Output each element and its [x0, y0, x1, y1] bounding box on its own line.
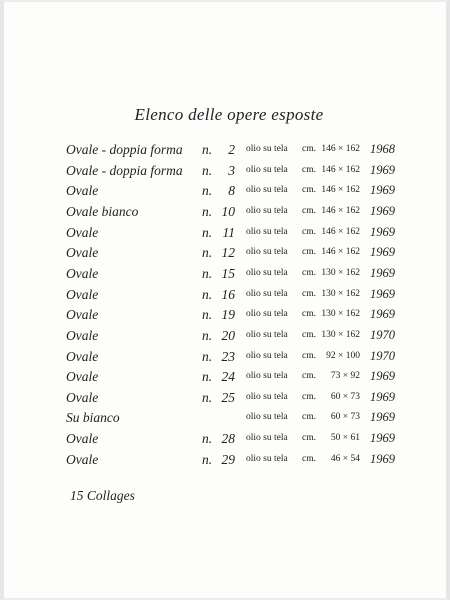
work-number: 19 — [221, 307, 235, 323]
work-dimensions: 146 × 162 — [321, 247, 360, 258]
work-cm-label: cm. — [302, 164, 316, 175]
work-technique: olio su tela — [246, 164, 288, 175]
work-number: 12 — [221, 245, 235, 261]
work-year: 1969 — [370, 369, 395, 384]
work-name: Ovale — [66, 327, 99, 343]
work-row — [4, 369, 450, 389]
work-technique: olio su tela — [246, 288, 288, 299]
work-n-label: n. — [202, 224, 213, 240]
work-number: 25 — [221, 389, 235, 405]
work-cm-label: cm. — [302, 309, 316, 320]
work-number: 24 — [221, 369, 235, 385]
work-technique: olio su tela — [246, 267, 288, 278]
work-dimensions: 130 × 162 — [321, 288, 360, 299]
work-cm-label: cm. — [302, 185, 316, 196]
work-name: Ovale — [66, 369, 99, 385]
work-n-label: n. — [202, 431, 213, 447]
work-cm-label: cm. — [302, 247, 316, 258]
work-cm-label: cm. — [302, 433, 316, 444]
work-n-label: n. — [202, 265, 213, 281]
work-technique: olio su tela — [246, 350, 288, 361]
work-dimensions: 130 × 162 — [321, 309, 360, 320]
work-row — [4, 142, 450, 162]
work-number: 3 — [228, 162, 235, 178]
work-dimensions: 46 × 54 — [330, 453, 360, 464]
work-dimensions: 50 × 61 — [330, 433, 360, 444]
work-n-label: n. — [202, 327, 213, 343]
work-n-label: n. — [202, 389, 213, 405]
work-cm-label: cm. — [302, 412, 316, 423]
work-year: 1969 — [370, 265, 395, 280]
work-row — [4, 287, 450, 307]
work-name: Ovale — [66, 431, 99, 447]
work-technique: olio su tela — [246, 371, 288, 382]
collages-note: 15 Collages — [70, 488, 135, 503]
work-cm-label: cm. — [302, 144, 316, 154]
work-technique: olio su tela — [246, 309, 288, 320]
work-dimensions: 146 × 162 — [321, 226, 360, 237]
work-technique: olio su tela — [246, 412, 288, 423]
work-dimensions: 60 × 73 — [330, 391, 360, 402]
work-row — [4, 431, 450, 451]
work-n-label: n. — [202, 286, 213, 302]
work-technique: olio su tela — [246, 144, 288, 154]
work-row — [4, 225, 450, 245]
work-year: 1969 — [370, 224, 395, 239]
work-row — [4, 390, 450, 410]
page-title: Elenco delle opere esposte — [134, 105, 324, 124]
work-name: Su bianco — [66, 410, 120, 426]
work-n-label: n. — [202, 183, 213, 199]
work-name: Ovale — [66, 224, 99, 240]
work-dimensions: 73 × 92 — [330, 371, 360, 382]
work-n-label: n. — [202, 369, 213, 385]
work-number: 16 — [221, 286, 235, 302]
work-row — [4, 245, 450, 265]
work-dimensions: 146 × 162 — [321, 205, 360, 216]
work-row — [4, 204, 450, 224]
work-dimensions: 60 × 73 — [330, 412, 360, 423]
work-cm-label: cm. — [302, 371, 316, 382]
work-number: 23 — [221, 348, 235, 364]
work-year: 1968 — [370, 142, 395, 156]
work-name: Ovale — [66, 183, 99, 199]
work-name: Ovale — [66, 451, 99, 467]
work-year: 1969 — [370, 162, 395, 177]
work-number: 8 — [228, 183, 235, 199]
work-n-label: n. — [202, 451, 213, 467]
work-number: 15 — [221, 265, 235, 281]
work-row — [4, 452, 450, 472]
work-name: Ovale - doppia forma — [66, 162, 183, 178]
work-year: 1970 — [370, 327, 395, 342]
work-technique: olio su tela — [246, 247, 288, 258]
work-row — [4, 266, 450, 286]
work-cm-label: cm. — [302, 267, 316, 278]
work-row — [4, 183, 450, 203]
work-row — [4, 163, 450, 183]
work-n-label: n. — [202, 348, 213, 364]
work-number: 2 — [228, 142, 235, 157]
work-number: 20 — [221, 327, 235, 343]
work-dimensions: 130 × 162 — [321, 267, 360, 278]
work-year: 1969 — [370, 389, 395, 404]
work-cm-label: cm. — [302, 350, 316, 361]
work-technique: olio su tela — [246, 433, 288, 444]
work-cm-label: cm. — [302, 329, 316, 340]
work-row — [4, 307, 450, 327]
work-number: 11 — [222, 224, 235, 240]
work-number: 28 — [221, 431, 235, 447]
work-year: 1969 — [370, 451, 395, 466]
work-year: 1969 — [370, 307, 395, 322]
work-n-label: n. — [202, 203, 213, 219]
work-year: 1970 — [370, 348, 395, 363]
work-dimensions: 130 × 162 — [321, 329, 360, 340]
work-cm-label: cm. — [302, 391, 316, 402]
work-n-label: n. — [202, 307, 213, 323]
work-technique: olio su tela — [246, 453, 288, 464]
work-dimensions: 146 × 162 — [321, 185, 360, 196]
work-year: 1969 — [370, 203, 395, 218]
work-name: Ovale — [66, 307, 99, 323]
work-n-label: n. — [202, 245, 213, 261]
work-number: 10 — [221, 203, 235, 219]
work-cm-label: cm. — [302, 226, 316, 237]
work-technique: olio su tela — [246, 226, 288, 237]
work-year: 1969 — [370, 431, 395, 446]
work-n-label: n. — [202, 142, 213, 157]
work-name: Ovale — [66, 348, 99, 364]
work-technique: olio su tela — [246, 205, 288, 216]
work-n-label: n. — [202, 162, 213, 178]
work-row — [4, 349, 450, 369]
work-technique: olio su tela — [246, 185, 288, 196]
work-technique: olio su tela — [246, 329, 288, 340]
work-cm-label: cm. — [302, 453, 316, 464]
work-dimensions: 92 × 100 — [326, 350, 360, 361]
work-name: Ovale — [66, 389, 99, 405]
work-dimensions: 146 × 162 — [321, 164, 360, 175]
work-cm-label: cm. — [302, 288, 316, 299]
work-number: 29 — [221, 451, 235, 467]
work-cm-label: cm. — [302, 205, 316, 216]
work-year: 1969 — [370, 183, 395, 198]
work-dimensions: 146 × 162 — [321, 144, 360, 154]
work-name: Ovale — [66, 265, 99, 281]
work-year: 1969 — [370, 410, 395, 425]
work-row — [4, 328, 450, 348]
work-name: Ovale — [66, 245, 99, 261]
work-name: Ovale bianco — [66, 203, 139, 219]
work-year: 1969 — [370, 245, 395, 260]
work-name: Ovale - doppia forma — [66, 142, 183, 157]
work-name: Ovale — [66, 286, 99, 302]
work-year: 1969 — [370, 286, 395, 301]
work-technique: olio su tela — [246, 391, 288, 402]
work-row — [4, 410, 450, 430]
